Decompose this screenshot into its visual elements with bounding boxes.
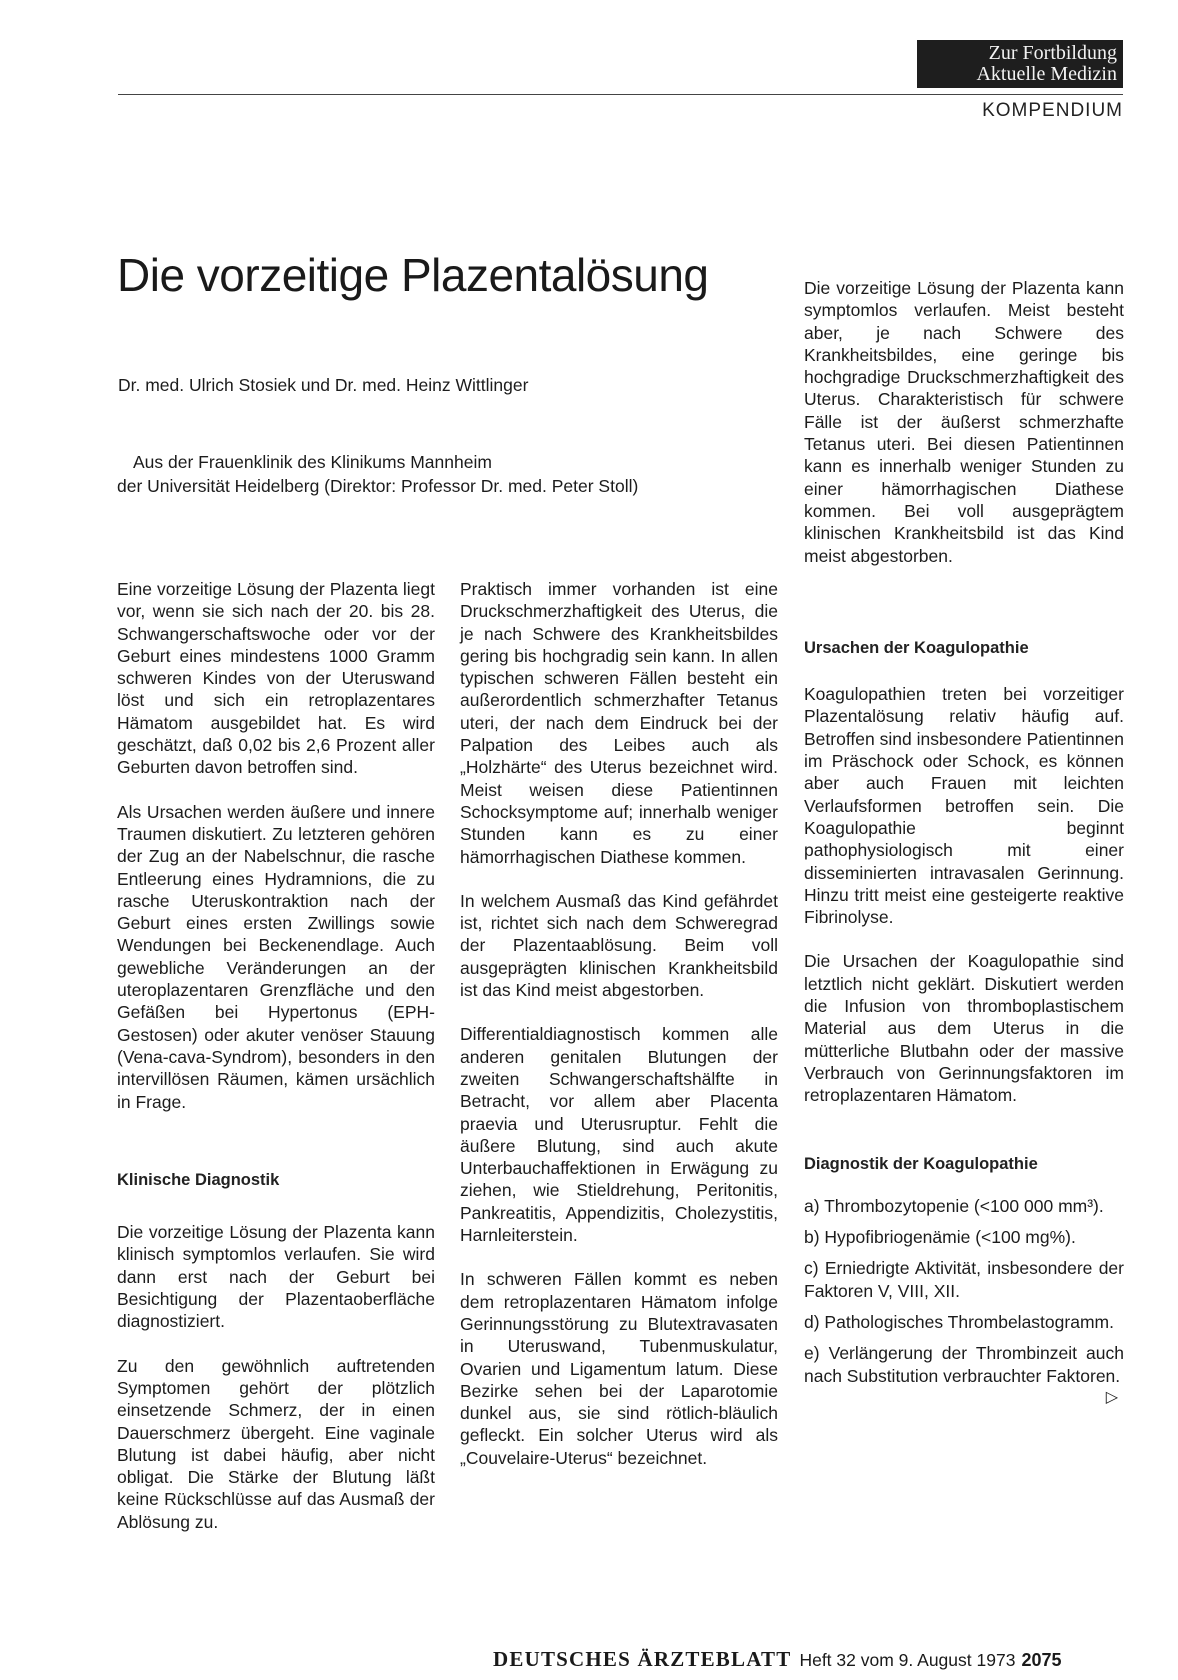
section-badge <box>917 40 1123 88</box>
section-label: KOMPENDIUM <box>982 100 1123 121</box>
issue-info: Heft 32 vom 9. August 1973 <box>799 1650 1016 1670</box>
paragraph: Koagulopathien treten bei vorzeitiger Plazentalösung relativ häufig auf. Betroffen sind insbesondere Patientinnen im Präschock oder Schock, es können aber auch Frauen mit leichten Verlaufsformen betroffen sein. Die Koagulopathie beginnt pathophysiologisch mit einer disseminierten intravasalen Gerinnung. Hinzu tritt meist eine gesteigerte reaktive Fibrinolyse. <box>804 684 1124 928</box>
header-rule <box>118 94 1123 95</box>
list-item: b) Hypofibriogenämie (<100 mg%). <box>804 1227 1076 1248</box>
section-heading: Klinische Diagnostik <box>117 1170 280 1189</box>
journal-name: DEUTSCHES ÄRZTEBLATT <box>493 1647 792 1671</box>
paragraph: Die Ursachen der Koagulopathie sind letztlich nicht geklärt. Diskutiert werden die Infusion von thromboplastischem Material aus dem Uterus in die mütterliche Blutbahn oder der massive Verbrauch von Gerinnungsfaktoren im retroplazentaren Hämatom. <box>804 951 1124 1106</box>
list-item-text: e) Verlängerung der Thrombinzeit auch nach Substitution verbrauchter Faktoren. <box>804 1343 1124 1386</box>
paragraph: In welchem Ausmaß das Kind gefährdet ist, richtet sich nach dem Schweregrad der Plazentaablösung. Beim voll ausgeprägten klinischen Krankheitsbild ist das Kind meist abgestorben. <box>460 890 778 1001</box>
page-number: 2075 <box>1021 1650 1062 1670</box>
text-column-2 <box>460 578 778 1491</box>
affiliation-line-2: der Universität Heidelberg (Direktor: Professor Dr. med. Peter Stoll) <box>117 476 639 496</box>
paragraph: Praktisch immer vorhanden ist eine Druckschmerzhaftigkeit des Uterus, die je nach Schwere des Krankheitsbildes gering bis hochgradig sein kann. In allen typischen schweren Fällen besteht ein außerordentlich schmerzhafter Tetanus uteri, der nach dem Eindruck bei der Palpation des Leibes auch als „Holzhärte“ des Uterus bezeichnet wird. Meist weisen diese Patientinnen Schocksymptome auf; innerhalb weniger Stunden kann es zu einer hämorrhagischen Diathese kommen. <box>460 579 778 867</box>
diagnostic-list <box>804 1195 1124 1406</box>
affiliation-line-1: Aus der Frauenklinik des Klinikums Mannheim <box>133 452 492 472</box>
article-authors: Dr. med. Ulrich Stosiek und Dr. med. Heinz Wittlinger <box>118 375 529 395</box>
section-heading: Ursachen der Koagulopathie <box>804 638 1029 657</box>
page-footer <box>493 1647 1061 1672</box>
paragraph: Die vorzeitige Lösung der Plazenta kann symptomlos verlaufen. Meist besteht aber, je nach Schwere des Krankheitsbildes, eine geringe bis hochgradige Druckschmerzhaftigkeit des Uterus. Charakteristisch für schwere Fälle ist der äußerst schmerzhafte Tetanus uteri. Bei diesen Patientinnen kann es innerhalb weniger Stunden zu einer hämorrhagischen Diathese kommen. Bei voll ausgeprägtem klinischen Krankheitsbild ist das Kind meist abgestorben. <box>804 278 1124 566</box>
article-title: Die vorzeitige Plazentalösung <box>117 249 709 301</box>
list-item: a) Thrombozytopenie (<100 000 mm³). <box>804 1195 1104 1216</box>
continue-arrow-icon: ▷ <box>1105 1388 1118 1406</box>
list-item <box>804 1342 1124 1406</box>
text-column-3 <box>804 277 1124 1409</box>
list-item: d) Pathologisches Thrombelastogramm. <box>804 1311 1114 1332</box>
badge-line-2: Aktuelle Medizin <box>976 63 1117 85</box>
paragraph: Differentialdiagnostisch kommen alle anderen genitalen Blutungen der zweiten Schwangerschaftshälfte in Betracht, vor allem aber Placenta praevia und Uterusruptur. Fehlt die äußere Blutung, sind auch akute Unterbauchaffektionen in Erwägung zu ziehen, wie Stieldrehung, Peritonitis, Pankreatitis, Appendizitis, Cholezystitis, Harnleiterstein. <box>460 1024 778 1246</box>
paragraph: Eine vorzeitige Lösung der Plazenta liegt vor, wenn sie sich nach der 20. bis 28. Schwangerschaftswoche oder vor der Geburt eines mindestens 1000 Gramm schweren Kindes von der Uteruswand löst und sich ein retroplazentares Hämatom ausgebildet hat. Es wird geschätzt, daß 0,02 bis 2,6 Prozent aller Geburten davon betroffen sind. <box>117 579 435 778</box>
badge-line-1: Zur Fortbildung <box>988 42 1117 64</box>
section-heading: Diagnostik der Koagulopathie <box>804 1154 1038 1173</box>
paragraph: Zu den gewöhnlich auftretenden Symptomen gehört der plötzlich einsetzende Schmerz, der in einen Dauerschmerz übergeht. Eine vaginale Blutung ist dabei häufig, aber nicht obligat. Die Stärke der Blutung läßt keine Rückschlüsse auf das Ausmaß der Ablösung zu. <box>117 1355 435 1532</box>
paragraph: Als Ursachen werden äußere und innere Traumen diskutiert. Zu letzteren gehören der Zug an der Nabelschnur, die rasche Entleerung eines Hydramnions, die zu rasche Uteruskontraktion nach der Geburt eines ersten Zwillings sowie Wendungen bei Beckenendlage. Auch gewebliche Veränderungen an der uteroplazentaren Grenzfläche und den Gefäßen bei Hypertonus (EPH-Gestosen) oder akuter venöser Stauung (Vena-cava-Syndrom), besonders in den intervillösen Räumen, kämen ursächlich in Frage. <box>117 801 435 1112</box>
text-column-1 <box>117 578 435 1555</box>
paragraph: In schweren Fällen kommt es neben dem retroplazentaren Hämatom infolge Gerinnungsstörung zu Blutextravasaten in Uteruswand, Tubenmuskulatur, Ovarien und Ligamentum latum. Diese Bezirke sehen bei der Laparotomie dunkel aus, sie sind rötlich-bläulich gefleckt. Ein solcher Uterus wird als „Couvelaire-Uterus“ bezeichnet. <box>460 1269 778 1468</box>
list-item: c) Erniedrigte Aktivität, insbesondere der Faktoren V, VIII, XII. <box>804 1258 1124 1301</box>
paragraph: Die vorzeitige Lösung der Plazenta kann klinisch symptomlos verlaufen. Sie wird dann erst nach der Geburt bei Besichtigung der Plazentaoberfläche diagnostiziert. <box>117 1222 435 1332</box>
